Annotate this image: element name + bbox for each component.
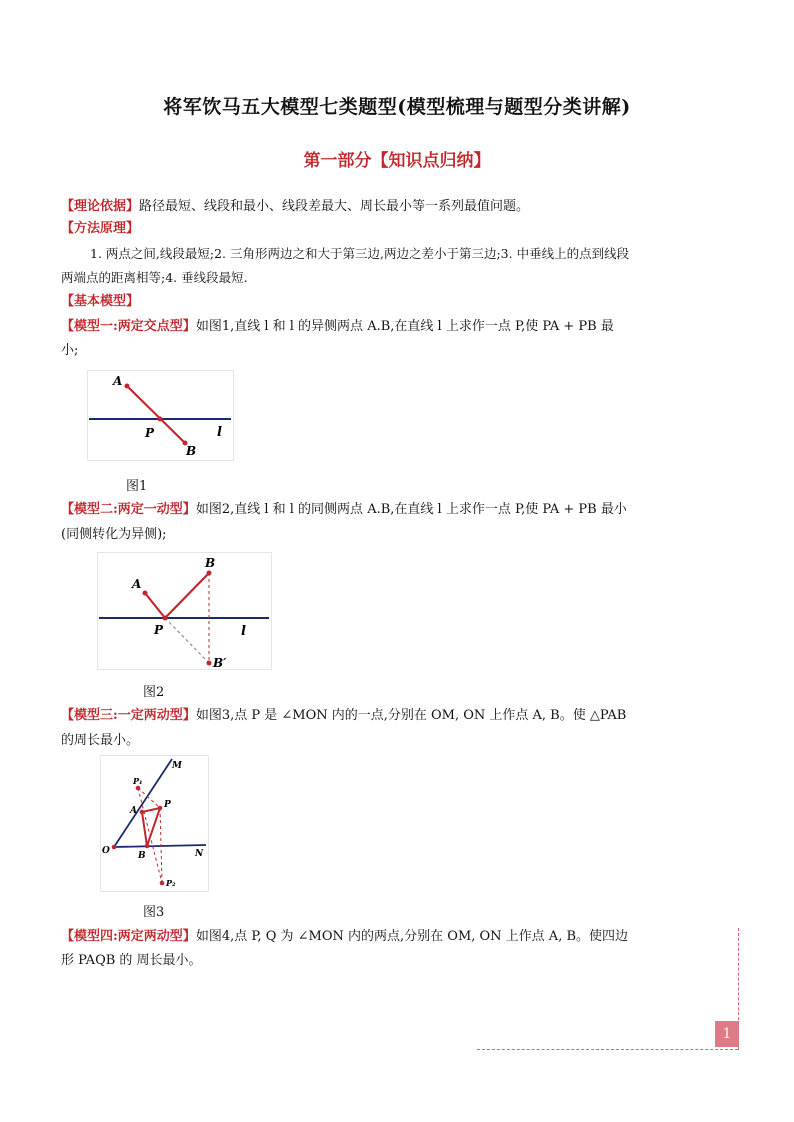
figure-3-caption: 图3 — [143, 905, 165, 920]
point-p1 — [136, 786, 141, 791]
basic-models-label: 【基本模型】 — [61, 294, 140, 309]
figure-1-frame — [88, 371, 234, 461]
footer-dashed-horizontal — [477, 1049, 738, 1050]
label-p: P — [145, 426, 155, 440]
method-line-1: 1. 两点之间,线段最短;2. 三角形两边之和大于第三边,两边之差小于第三边;3. 中垂线上的点到线段 — [90, 246, 630, 261]
model4-paragraph — [61, 927, 741, 947]
document-title: 将军饮马五大模型七类题型(模型梳理与题型分类讲解) — [163, 96, 631, 118]
label-b: B — [186, 444, 197, 458]
model3-text: 如图3,点 P 是 ∠MON 内的一点,分别在 OM, ON 上作点 A, B。使 △PAB — [195, 708, 627, 723]
label-b: B — [138, 851, 146, 861]
method-line-2: 两端点的距离相等;4. 垂线段最短. — [61, 270, 248, 285]
point-p — [158, 806, 163, 811]
model4-label: 【模型四:两定两动型】 — [61, 929, 196, 944]
model2-line-2: (同侧转化为异侧); — [61, 527, 167, 542]
point-o — [112, 845, 117, 850]
figure-2-frame — [98, 553, 272, 670]
model2-label: 【模型二:两定一动型】 — [61, 502, 196, 517]
label-p: P — [164, 800, 171, 810]
label-b: B — [205, 556, 216, 570]
label-p1: P₁ — [133, 776, 143, 786]
label-l: l — [241, 624, 246, 639]
model4-text: 如图4,点 P, Q 为 ∠MON 内的两点,分别在 OM, ON 上作点 A, B。使四边 — [195, 929, 629, 944]
label-p: P — [154, 623, 164, 637]
label-a: A — [130, 806, 137, 816]
method-label: 【方法原理】 — [61, 221, 140, 236]
point-a — [125, 384, 130, 389]
path-apb — [145, 573, 209, 618]
theory-label: 【理论依据】 — [61, 199, 140, 214]
model1-label: 【模型一:两定交点型】 — [61, 319, 196, 334]
model1-paragraph — [61, 317, 741, 337]
segment-pb-prime — [165, 618, 209, 663]
theory-text: 路径最短、线段和最小、线段差最大、周长最小等一系列最值问题。 — [139, 199, 530, 214]
point-p2 — [160, 881, 165, 886]
point-p — [163, 616, 168, 621]
label-b-prime: B′ — [213, 656, 227, 670]
label-l: l — [217, 425, 222, 440]
point-a — [143, 591, 148, 596]
model1-line-2: 小; — [61, 343, 79, 358]
label-n: N — [195, 849, 204, 859]
model3-paragraph — [61, 706, 741, 726]
model4-line-2: 形 PAQB 的 周长最小。 — [61, 953, 202, 968]
figure-1 — [87, 370, 235, 462]
label-a: A — [113, 374, 123, 388]
figure-2-caption: 图2 — [143, 685, 165, 700]
ray-on — [114, 845, 206, 847]
figure-2 — [97, 552, 273, 671]
figure-3 — [100, 755, 210, 893]
label-p2: P₂ — [166, 878, 176, 888]
model2-paragraph — [61, 500, 741, 520]
point-b — [145, 844, 150, 849]
label-a: A — [132, 577, 142, 591]
model2-text: 如图2,直线 l 和 l 的同侧两点 A.B,在直线 l 上求作一点 P,使 PA + PB 最小 — [195, 502, 627, 517]
label-o: O — [102, 846, 110, 856]
model3-label: 【模型三:一定两动型】 — [61, 708, 196, 723]
model3-line-2: 的周长最小。 — [61, 733, 140, 748]
point-b — [207, 571, 212, 576]
model1-text: 如图1,直线 l 和 l 的异侧两点 A.B,在直线 l 上求作一点 P,使 PA + PB 最 — [195, 319, 614, 334]
point-a — [140, 810, 145, 815]
page-number: 1 — [715, 1021, 739, 1047]
label-m: M — [172, 761, 182, 771]
point-b-prime — [207, 661, 212, 666]
part-heading: 第一部分【知识点归纳】 — [303, 151, 491, 171]
theory-paragraph — [61, 197, 741, 217]
figure-1-caption: 图1 — [126, 479, 148, 494]
point-p — [158, 417, 163, 422]
segment-ab — [127, 386, 185, 443]
